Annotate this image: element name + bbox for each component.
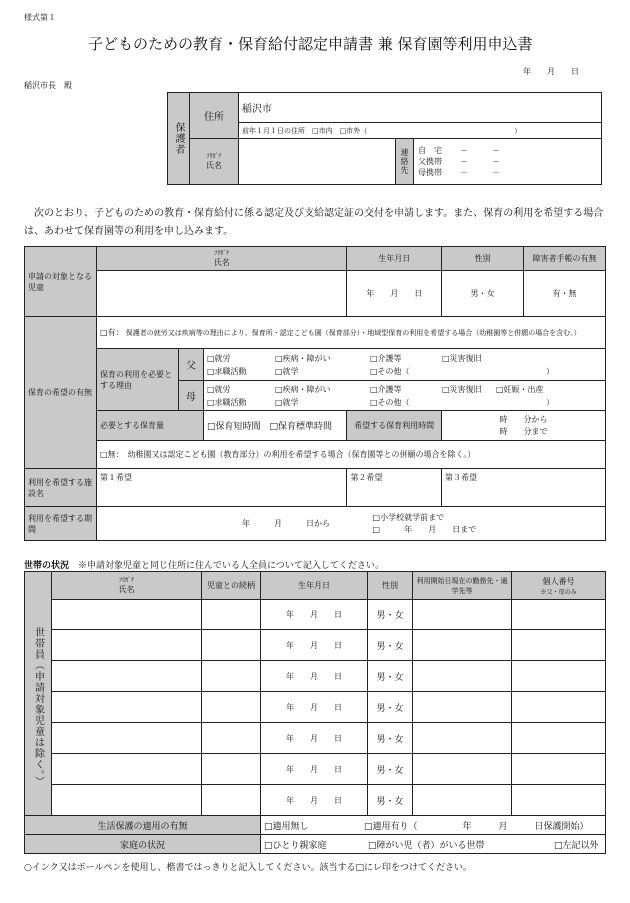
child-handicap-header: 障害者手帳の有無	[524, 247, 606, 271]
form-number: 様式第１	[24, 13, 56, 22]
member-work-field[interactable]	[413, 630, 512, 661]
mother-reasons[interactable]: □就労 □疾病・障がい □介護等 □災害復旧 □妊娠・出産 □求職活動 □就学 □その他（ ）	[204, 381, 606, 411]
member-sex-field[interactable]: 男・女	[368, 692, 413, 723]
member-name-field[interactable]	[52, 630, 202, 661]
household-name-header: ﾌﾘｶﾞﾅ 氏名	[52, 572, 202, 600]
guardian-label: 保護者	[168, 93, 190, 185]
member-sex-field[interactable]: 男・女	[368, 630, 413, 661]
period-field[interactable]: 年 月 日から □小学校就学前まで □ 年 月 日まで	[97, 507, 606, 541]
contact-home[interactable]: 自 宅 － －	[418, 146, 500, 155]
member-mynumber-field[interactable]	[512, 630, 606, 661]
welfare-label: 生活保護の適用の有無	[25, 816, 261, 835]
table-row	[25, 723, 606, 754]
welfare-options[interactable]: □適用無し □適用有り（ 年 月 日保護開始）	[261, 816, 606, 835]
guardian-name-field[interactable]	[239, 139, 396, 185]
child-name-header: ﾌﾘｶﾞﾅ 氏名	[97, 247, 347, 271]
family-options[interactable]: □ひとり親家庭 □障がい児（者）がいる世帯 □左記以外	[261, 835, 606, 854]
name-label-cell	[190, 139, 239, 185]
facility-choice-3[interactable]: 第３希望	[442, 469, 606, 507]
member-work-field[interactable]	[413, 723, 512, 754]
family-label: 家庭の状況	[25, 835, 261, 854]
child-dob-header: 生年月日	[347, 247, 442, 271]
member-dob-field[interactable]: 年 月 日	[261, 754, 368, 785]
father-reasons[interactable]: □就労 □疾病・障がい □介護等 □災害復旧 □求職活動 □就学 □その他（ ）	[204, 349, 606, 381]
child-label: 申請の対象となる児童	[25, 247, 97, 317]
member-dob-field[interactable]: 年 月 日	[261, 785, 368, 816]
intro-text: 次のとおり、子どものための教育・保育給付に係る認定及び支給認定証の交付を申請します。また、保育の利用を希望する場合は、あわせて保育園等の利用を申し込みます。	[24, 208, 604, 237]
form-title: 子どものための教育・保育給付認定申請書 兼 保育園等利用申込書	[88, 35, 533, 53]
table-row	[25, 785, 606, 816]
child-sex-field[interactable]: 男・女	[442, 271, 524, 317]
table-row	[25, 600, 606, 630]
facility-choice-1[interactable]: 第１希望	[97, 469, 347, 507]
name-label: 氏名	[206, 160, 222, 170]
household-table	[24, 571, 606, 854]
care-hours-label: 希望する保育利用時間	[347, 411, 442, 441]
member-sex-field[interactable]: 男・女	[368, 723, 413, 754]
household-dob-header: 生年月日	[261, 572, 368, 600]
member-dob-field[interactable]: 年 月 日	[261, 661, 368, 692]
member-relation-field[interactable]	[202, 630, 261, 661]
member-name-field[interactable]	[52, 661, 202, 692]
member-mynumber-field[interactable]	[512, 723, 606, 754]
member-relation-field[interactable]	[202, 692, 261, 723]
care-hours-field[interactable]: 時 分から 時 分まで	[441, 411, 605, 441]
member-mynumber-field[interactable]	[512, 754, 606, 785]
facility-label: 利用を希望する施設名	[25, 469, 97, 507]
guardian-table	[167, 92, 602, 185]
household-side-label: 世帯員（申請対象児童は除く。）	[25, 600, 52, 816]
household-sex-header: 性別	[368, 572, 413, 600]
address-label: 住所	[190, 93, 239, 139]
household-work-header: 利用開始日現在の勤務先・通学先等	[413, 572, 512, 600]
father-label: 父	[179, 349, 204, 381]
application-table	[24, 246, 606, 541]
addressee: 稲沢市長 殿	[24, 81, 72, 90]
member-dob-field[interactable]: 年 月 日	[261, 600, 368, 630]
care-amount-label: 必要とする保育量	[97, 411, 204, 441]
care-amount-options[interactable]: □保育短時間 □保育標準時間	[204, 411, 347, 441]
care-yes-row[interactable]: □有： 保護者の就労又は疾病等の理由により、保育所・認定こども園（保育部分）・地域型保育の利用を希望する場合（幼稚園等と併願の場合を含む。）	[97, 317, 606, 349]
member-relation-field[interactable]	[202, 661, 261, 692]
member-name-field[interactable]	[52, 600, 202, 630]
contact-father-mobile[interactable]: 父携帯 － －	[418, 157, 500, 166]
previous-address[interactable]: 前年１月１日の住所 □市内 □市外（ ）	[239, 123, 602, 139]
member-work-field[interactable]	[413, 785, 512, 816]
member-work-field[interactable]	[413, 692, 512, 723]
member-name-field[interactable]	[52, 692, 202, 723]
member-mynumber-field[interactable]	[512, 692, 606, 723]
household-corner	[25, 572, 52, 600]
household-heading: 世帯の状況 ※申請対象児童と同じ住所に住んでいる人全員について記入してください。	[24, 561, 384, 571]
table-row	[25, 630, 606, 661]
member-sex-field[interactable]: 男・女	[368, 754, 413, 785]
member-name-field[interactable]	[52, 754, 202, 785]
member-mynumber-field[interactable]	[512, 600, 606, 630]
member-relation-field[interactable]	[202, 785, 261, 816]
care-label: 保育の希望の有無	[25, 317, 97, 469]
member-name-field[interactable]	[52, 723, 202, 754]
contact-cell	[414, 139, 602, 185]
child-handicap-field[interactable]: 有・無	[524, 271, 606, 317]
contact-label: 連絡先	[396, 139, 414, 185]
member-sex-field[interactable]: 男・女	[368, 600, 413, 630]
member-dob-field[interactable]: 年 月 日	[261, 630, 368, 661]
member-mynumber-field[interactable]	[512, 785, 606, 816]
care-reason-label: 保育の利用を必要とする理由	[97, 349, 179, 411]
child-dob-field[interactable]: 年 月 日	[347, 271, 442, 317]
member-relation-field[interactable]	[202, 754, 261, 785]
table-row	[25, 754, 606, 785]
household-relation-header: 児童との続柄	[202, 572, 261, 600]
member-sex-field[interactable]: 男・女	[368, 785, 413, 816]
child-name-field[interactable]	[97, 271, 347, 317]
member-work-field[interactable]	[413, 600, 512, 630]
name-furigana: ﾌﾘｶﾞﾅ	[206, 152, 222, 160]
table-row	[25, 692, 606, 723]
member-mynumber-field[interactable]	[512, 661, 606, 692]
member-relation-field[interactable]	[202, 723, 261, 754]
address-field[interactable]: 稲沢市	[239, 93, 602, 123]
member-dob-field[interactable]: 年 月 日	[261, 723, 368, 754]
contact-mother-mobile[interactable]: 母携帯 － －	[418, 168, 500, 177]
member-relation-field[interactable]	[202, 600, 261, 630]
member-dob-field[interactable]: 年 月 日	[261, 692, 368, 723]
application-date[interactable]: 年 月 日	[523, 67, 579, 76]
footer-note: ○インク又はボールペンを使用し、楷書ではっきりと記入してください。該当する□にレ印をつけてください。	[24, 863, 472, 873]
child-sex-header: 性別	[442, 247, 524, 271]
member-sex-field[interactable]: 男・女	[368, 661, 413, 692]
mother-label: 母	[179, 381, 204, 411]
care-no-row[interactable]: □無： 幼稚園又は認定こども園（教育部分）の利用を希望する場合（保育園等との併願の場合を除く。）	[97, 441, 606, 469]
facility-choice-2[interactable]: 第２希望	[347, 469, 442, 507]
period-label: 利用を希望する期間	[25, 507, 97, 541]
household-mynumber-header: 個人番号 ※父・母のみ	[512, 572, 606, 600]
member-work-field[interactable]	[413, 754, 512, 785]
member-work-field[interactable]	[413, 661, 512, 692]
member-name-field[interactable]	[52, 785, 202, 816]
table-row	[25, 661, 606, 692]
